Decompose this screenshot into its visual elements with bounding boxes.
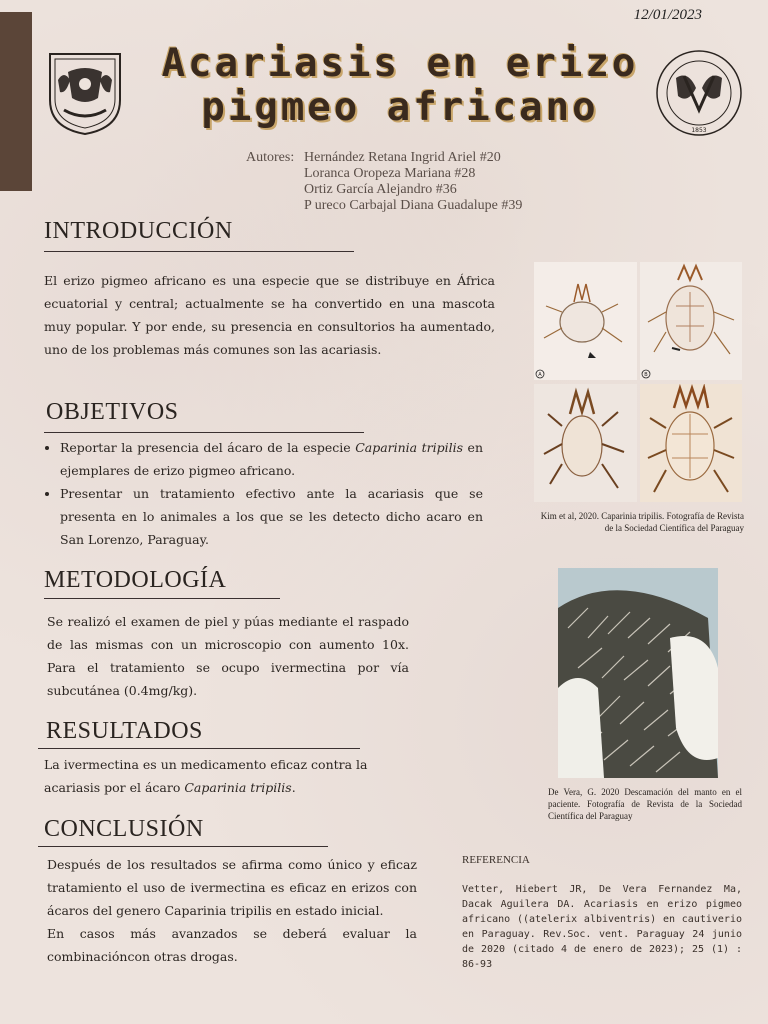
author-name: Hernández Retana Ingrid Ariel #20 [304,150,501,165]
authors-block [246,150,522,214]
poster-title: Acariasis en erizo pigmeo africano [161,41,639,130]
resultados-text: La ivermectina es un medicamento eficaz contra la acariasis por el ácaro Caparinia tripilis. [44,757,368,795]
panel-label-a: A [538,372,542,378]
conclusion-text [47,853,417,968]
mite-figure-caption: Kim et al, 2020. Caparinia tripilis. Fotografía de Revista de la Sociedad Científica del Paraguay [540,511,744,533]
metodologia-rule [44,598,280,599]
introduccion-text: El erizo pigmeo africano es una especie que se distribuye en África ecuatorial y central; actualmente se ha convertido en una mascota muy popular. Y por ende, su presencia en consultorios ha aumentado, uno de los problemas más comunes son las acariasis. [44,273,495,357]
hedgehog-photo [558,568,718,778]
referencia-heading: REFERENCIA [462,854,530,866]
hedgehog-figure-caption: De Vera, G. 2020 Descamación del manto en el paciente. Fotografía de Revista de la Sociedad Científica del Paraguay [548,787,742,821]
objetivos-heading: OBJETIVOS [46,399,179,425]
objetivo-item: • Reportar la presencia del ácaro de la especie Caparinia tripilis en ejemplares de erizo pigmeo africano. [60,436,483,482]
referencia-text: Vetter, Hiebert JR, De Vera Fernandez Ma, Dacak Aguilera DA. Acariasis en erizo pigmeo africano ((atelerix albiventris) en cautiverio en Paraguay. Rev.Soc. vent. Paraguay 24 junio de 2020 (citado 4 de enero de 2023); 25 (1) : 86-93 [462,884,742,970]
conclusion-rule [38,846,328,847]
author-name: Loranca Oropeza Mariana #28 [304,166,476,181]
author-name: Ortiz García Alejandro #36 [304,182,457,197]
panel-label-b: B [644,372,648,378]
authors-label: Autores: [246,150,295,165]
mite-photo-c [534,384,637,502]
conclusion-heading: CONCLUSIÓN [44,816,204,842]
poster-date: 12/01/2023 [633,7,702,23]
mite-photo-b [640,262,742,380]
mite-photo-d [640,384,742,502]
seal-year: 1853 [691,127,707,134]
objetivo-item: • Presentar un tratamiento efectivo ante la acariasis que se presenta en lo animales a los que se les detecto dicho acaro en San Lorenzo, Paraguay. [60,482,483,551]
conclusion-paragraph: Después de los resultados se afirma como único y eficaz tratamiento el uso de ivermectina es eficaz en erizos con ácaros del genero Caparinia tripilis en estado inicial. [47,857,417,918]
introduccion-heading: INTRODUCCIÓN [44,218,233,244]
objetivos-rule [44,432,364,433]
introduccion-rule [44,251,354,252]
resultados-heading: RESULTADOS [46,718,203,744]
author-name: P ureco Carbajal Diana Guadalupe #39 [304,198,523,213]
metodologia-text: Se realizó el examen de piel y púas mediante el raspado de las mismas con un microscopio con aumento 10x. Para el tratamiento se ocupo ivermectina por vía subcutánea (0.4mg/kg). [47,614,409,698]
metodologia-heading: METODOLOGÍA [44,567,227,593]
unam-seal-logo [46,50,124,136]
mite-photo-a [534,262,637,380]
objetivos-list [44,436,483,551]
conclusion-paragraph: En casos más avanzados se deberá evaluar la combinacióncon otras drogas. [47,926,417,964]
sidebar-accent-bar [0,12,32,191]
resultados-rule [38,748,360,749]
mite-figure-grid [534,262,742,502]
